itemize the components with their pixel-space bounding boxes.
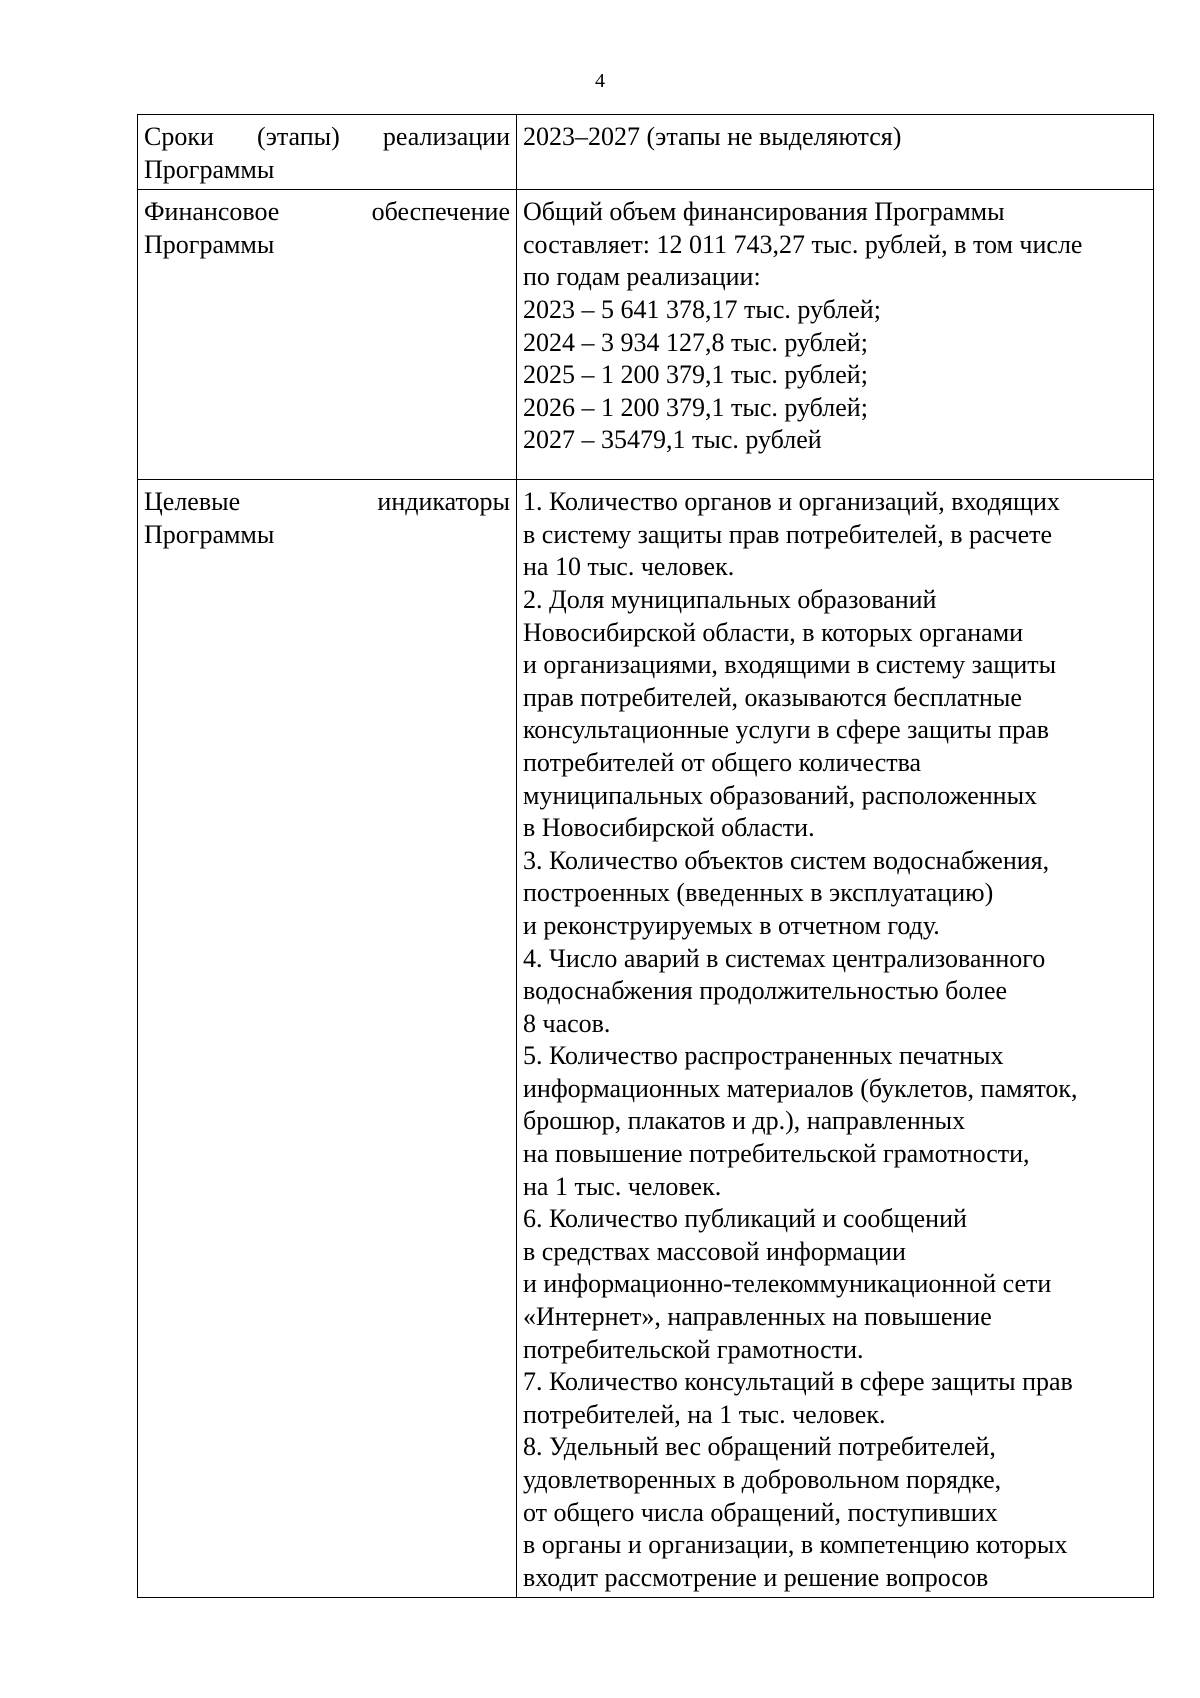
row-label-line: Финансовое обеспечение (144, 197, 510, 227)
value-line: консультационные услуги в сфере защиты прав (523, 715, 1049, 745)
value-line: на повышение потребительской грамотности, (523, 1139, 1030, 1169)
value-line: построенных (введенных в эксплуатацию) (523, 878, 994, 908)
table-row-terms (138, 115, 1154, 190)
value-line: брошюр, плакатов и др.), направленных (523, 1106, 966, 1136)
value-line: на 1 тыс. человек. (523, 1171, 722, 1201)
value-line: 8. Удельный вес обращений потребителей, (523, 1432, 996, 1462)
value-line: Новосибирской области, в которых органами (523, 617, 1024, 647)
value-line: составляет: 12 011 743,27 тыс. рублей, в том числе (523, 229, 1083, 259)
value-line: муниципальных образований, расположенных (523, 780, 1038, 810)
value-line: и организациями, входящими в систему защиты (523, 650, 1057, 680)
value-line: в средствах массовой информации (523, 1236, 906, 1266)
row-label-line: Целевые индикаторы (144, 487, 510, 517)
page-number: 4 (595, 70, 605, 92)
value-line: в систему защиты прав потребителей, в расчете (523, 519, 1053, 549)
value-line: потребительской грамотности. (523, 1334, 864, 1364)
table-row-financing (138, 190, 1154, 480)
value-line: 2023 – 5 641 378,17 тыс. рублей; (523, 294, 881, 324)
value-line: 2026 – 1 200 379,1 тыс. рублей; (523, 392, 868, 422)
value-line: 6. Количество публикаций и сообщений (523, 1204, 967, 1234)
value-line: в Новосибирской области. (523, 813, 815, 843)
row-label-line: Программы (144, 519, 275, 549)
value-line: 8 часов. (523, 1008, 611, 1038)
value-line: 2023–2027 (этапы не выделяются) (523, 122, 902, 151)
value-line: прав потребителей, оказываются бесплатные (523, 682, 1022, 712)
value-line: потребителей, на 1 тыс. человек. (523, 1399, 886, 1429)
value-line: 2. Доля муниципальных образований (523, 584, 937, 614)
row-label-line: Программы (144, 154, 275, 184)
value-line: потребителей от общего количества (523, 747, 922, 777)
row-label-cell (138, 190, 517, 480)
value-line: 2024 – 3 934 127,8 тыс. рублей; (523, 327, 868, 357)
value-line: водоснабжения продолжительностью более (523, 976, 1008, 1006)
value-line: и реконструируемых в отчетном году. (523, 910, 940, 940)
value-line: Общий объем финансирования Программы (523, 197, 1005, 227)
value-line: и информационно-телекоммуникационной сети (523, 1269, 1052, 1299)
value-line: от общего числа обращений, поступивших (523, 1497, 998, 1527)
value-line: в органы и организации, в компетенцию которых (523, 1530, 1068, 1560)
row-label-cell (138, 115, 517, 190)
value-line: 2025 – 1 200 379,1 тыс. рублей; (523, 360, 868, 390)
value-line: 4. Число аварий в системах централизованного (523, 943, 1046, 973)
value-line: 3. Количество объектов систем водоснабжения, (523, 845, 1050, 875)
value-line: 7. Количество консультаций в сфере защиты прав (523, 1367, 1073, 1397)
table-row-indicators (138, 480, 1154, 1598)
program-passport-table (137, 114, 1154, 1598)
row-value-cell (517, 480, 1154, 1598)
value-line: «Интернет», направленных на повышение (523, 1302, 992, 1332)
row-label-line: Программы (144, 229, 275, 259)
value-line: 1. Количество органов и организаций, входящих (523, 487, 1060, 517)
value-line: удовлетворенных в добровольном порядке, (523, 1465, 1002, 1494)
value-line: на 10 тыс. человек. (523, 552, 735, 582)
row-value-cell (517, 115, 1154, 190)
row-label-line: Сроки (этапы) реализации (144, 122, 510, 151)
value-line: входит рассмотрение и решение вопросов (523, 1562, 989, 1592)
row-value-cell (517, 190, 1154, 480)
value-line: информационных материалов (буклетов, памяток, (523, 1073, 1078, 1103)
row-label-cell (138, 480, 517, 1598)
value-line: 2027 – 35479,1 тыс. рублей (523, 425, 822, 455)
value-line: по годам реализации: (523, 262, 761, 292)
value-line: 5. Количество распространенных печатных (523, 1041, 1004, 1071)
